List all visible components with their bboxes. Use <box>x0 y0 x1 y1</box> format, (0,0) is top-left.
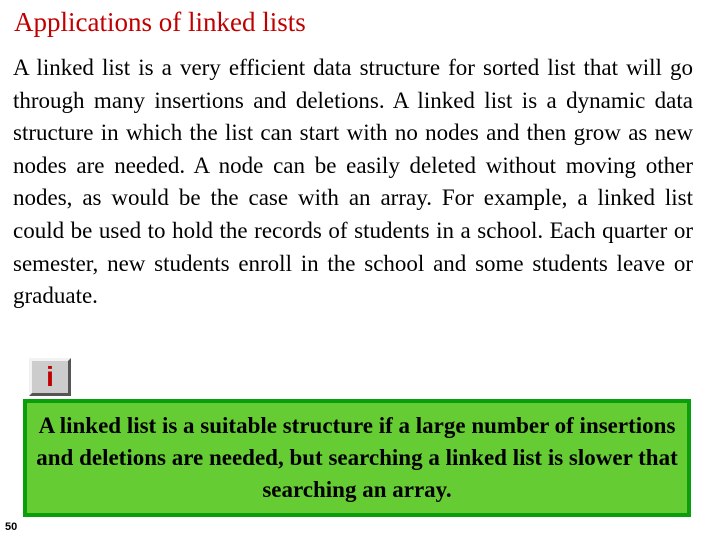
slide-title: Applications of linked lists <box>14 7 306 37</box>
info-icon <box>29 358 71 396</box>
page-number: 50 <box>5 521 18 533</box>
note-text: A linked list is a suitable structure if a large number of insertions and deletions are needed, but searching a linked list is slower that searching an array. <box>36 413 678 502</box>
note-callout <box>23 399 691 517</box>
body-paragraph: A linked list is a very efficient data structure for sorted list that will go through many insertions and deletions. A linked list is a dynamic data structure in which the list can start with no nodes and then grow as new nodes are needed. A node can be easily deleted without moving other nodes, as would be the case with an array. For example, a linked list could be used to hold the records of students in a school. Each quarter or semester, new students enroll in the school and some students leave or graduate. <box>13 55 693 309</box>
info-icon-glyph: i <box>46 361 54 392</box>
